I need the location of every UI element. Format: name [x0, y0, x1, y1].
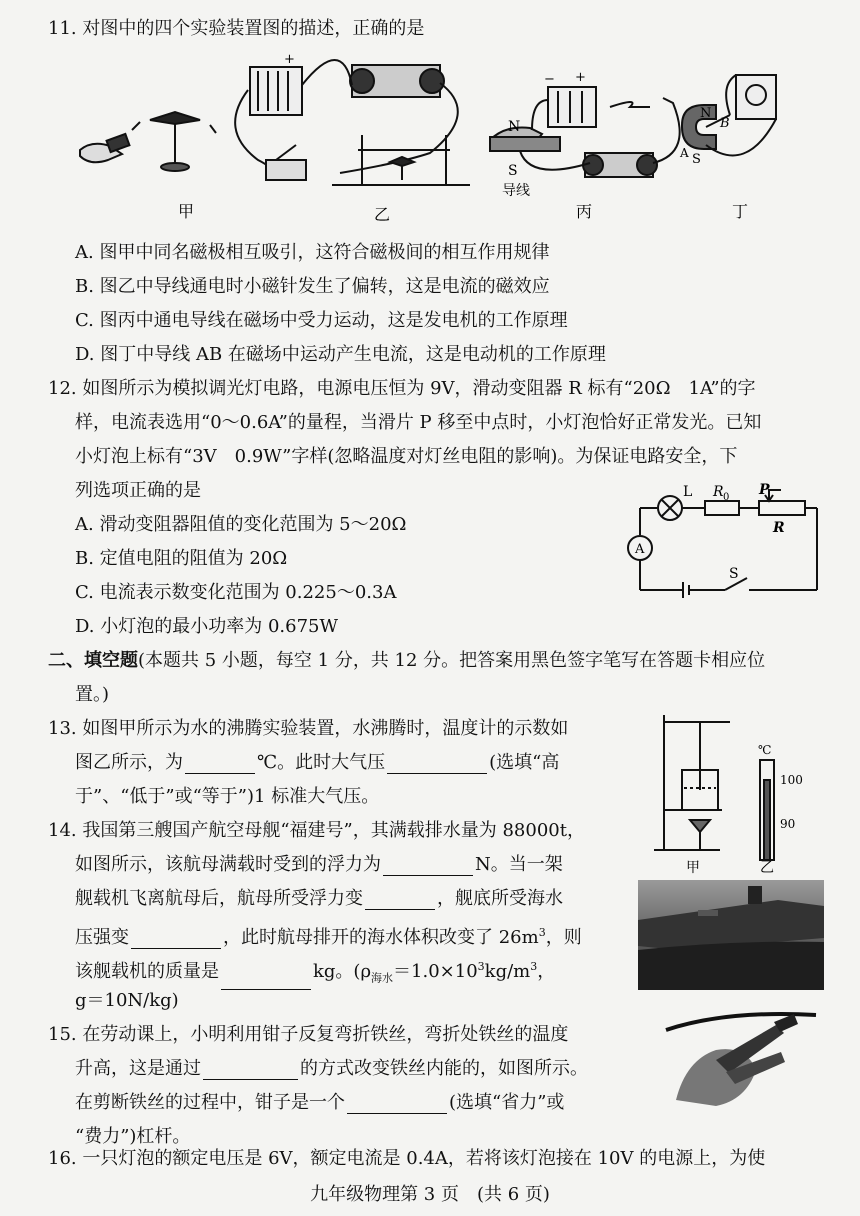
- q11-minus-bing: −: [544, 72, 555, 87]
- figure-yi: [235, 60, 470, 185]
- q13-thermo-100: 100: [780, 773, 803, 787]
- q13-line3: 于”、“低于”或“等于”)1 标准大气压。: [75, 786, 380, 807]
- q14-line3: [75, 888, 563, 910]
- q14-blank-buoyancy[interactable]: [383, 857, 473, 876]
- q15-line1: 15. 在劳动课上，小明利用钳子反复弯折铁丝，弯折处铁丝的温度: [48, 1024, 569, 1045]
- q11-option-c: C. 图丙中通电导线在磁场中受力运动，这是发电机的工作原理: [75, 310, 568, 331]
- q14-line2: [75, 854, 563, 876]
- section2-line2: 置。): [75, 684, 110, 705]
- pliers-photo: [656, 1000, 826, 1110]
- q15-l3b: (选填“省力”或: [449, 1092, 565, 1113]
- q12-option-c: C. 电流表示数变化范围为 0.225～0.3A: [75, 582, 397, 603]
- q12-label-r0-sub: 0: [723, 492, 730, 503]
- q12-option-d: D. 小灯泡的最小功率为 0.675W: [75, 616, 338, 637]
- q12-label-r: R: [773, 520, 785, 536]
- q12-option-b: B. 定值电阻的阻值为 20Ω: [75, 548, 288, 569]
- q11-fig-label-bing: 丙: [576, 202, 593, 221]
- q15-l3a: 在剪断铁丝的过程中，钳子是一个: [75, 1092, 345, 1113]
- q13-blank-pressure[interactable]: [387, 755, 487, 774]
- q11-fig-label-ding: 丁: [732, 202, 749, 221]
- carrier-photo: [638, 880, 824, 990]
- q14-l4sup: 3: [538, 926, 546, 939]
- q15-blank-method[interactable]: [203, 1061, 298, 1080]
- q14-l5sup1: 3: [477, 960, 485, 973]
- q14-blank-change[interactable]: [365, 891, 435, 910]
- q15-l2b: 的方式改变铁丝内能的，如图所示。: [300, 1058, 588, 1079]
- q11-option-b: B. 图乙中导线通电时小磁针发生了偏转，这是电流的磁效应: [75, 276, 550, 297]
- q14-l5c: ＝1.0×10: [393, 961, 478, 982]
- q14-blank-mass[interactable]: [221, 971, 311, 990]
- q12-label-l: L: [683, 484, 693, 500]
- section2-head: 二、填空题: [48, 650, 138, 671]
- q14-l2a: 如图所示，该航母满载时受到的浮力为: [75, 854, 381, 875]
- q13-thermo-unit: ℃: [758, 743, 772, 757]
- q12-label-r0: R: [713, 484, 724, 500]
- q11-fig-label-jia: 甲: [178, 202, 195, 221]
- q14-l4c: ，则: [545, 927, 582, 948]
- q13-line2: [75, 752, 559, 774]
- q12-label-a: A: [635, 542, 645, 557]
- figure-jia: [80, 112, 216, 171]
- q14-line1: 14. 我国第三艘国产航空母舰“福建号”，其满载排水量为 88000t，: [48, 820, 585, 841]
- q14-line4: [75, 922, 582, 949]
- q15-line3: [75, 1092, 564, 1114]
- q11-stem: 11. 对图中的四个实验装置图的描述，正确的是: [48, 18, 425, 39]
- q11-plus-yi: +: [284, 52, 295, 67]
- q12-label-p: P: [759, 482, 770, 498]
- q12-circuit: [625, 480, 825, 605]
- q11-fig-label-yi: 乙: [374, 205, 391, 224]
- q11-a-ding: A: [680, 146, 689, 160]
- q14-line6: g＝10N/kg): [75, 990, 179, 1011]
- q14-l4b: ，此时航母排开的海水体积改变了 26m: [223, 927, 539, 948]
- q11-wire-bing: 导线: [502, 183, 530, 199]
- q13-l2c: (选填“高: [489, 752, 560, 773]
- q14-l2b: N。当一架: [475, 854, 563, 875]
- q14-line5: [75, 956, 555, 990]
- q14-blank-pressure[interactable]: [131, 930, 221, 949]
- q12-stem-line4: 列选项正确的是: [75, 480, 201, 501]
- q15-l2a: 升高，这是通过: [75, 1058, 201, 1079]
- q12-stem-line2: 样，电流表选用“0～0.6A”的量程，当滑片 P 移至中点时，小灯泡恰好正常发光。已知: [75, 412, 762, 433]
- q11-option-a: A. 图甲中同名磁极相互吸引，这符合磁极间的相互作用规律: [75, 242, 550, 263]
- q14-l4a: 压强变: [75, 927, 129, 948]
- q13-l2a: 图乙所示，为: [75, 752, 183, 773]
- section2-heading: [48, 650, 765, 672]
- q11-plus-bing: +: [575, 70, 586, 85]
- q11-n-ding: N: [700, 106, 712, 121]
- q13-thermo-90: 90: [780, 817, 796, 831]
- q12-stem-line1: 12. 如图所示为模拟调光灯电路，电源电压恒为 9V，滑动变阻器 R 标有“20Ω 1A”的字: [48, 378, 756, 399]
- q14-l3a: 舰载机飞离航母后，航母所受浮力变: [75, 888, 363, 909]
- q14-l5sup2: 3: [530, 960, 538, 973]
- q14-l3b: ，舰底所受海水: [437, 888, 563, 909]
- q13-line1: 13. 如图甲所示为水的沸腾实验装置，水沸腾时，温度计的示数如: [48, 718, 569, 739]
- q13-fig-jia: 甲: [686, 860, 700, 875]
- q16-line1: 16. 一只灯泡的额定电压是 6V，额定电流是 0.4A，若将该灯泡接在 10V 的电源上，为使: [48, 1148, 766, 1169]
- q15-blank-lever[interactable]: [347, 1095, 447, 1114]
- section2-rest: (本题共 5 小题，每空 1 分，共 12 分。把答案用黑色签字笔写在答题卡相应位: [138, 650, 766, 671]
- q13-blank-temp[interactable]: [185, 755, 255, 774]
- q15-line4: “费力”)杠杆。: [75, 1126, 191, 1147]
- q14-l5sub: 海水: [371, 971, 394, 985]
- q11-b-ding: B: [720, 116, 730, 131]
- q14-l5d: kg/m: [484, 961, 531, 982]
- q13-l2b: ℃。此时大气压: [257, 752, 386, 773]
- q14-l5b: kg。(ρ: [313, 961, 372, 982]
- q14-l5a: 该舰载机的质量是: [75, 961, 219, 982]
- page-footer: 九年级物理第 3 页 (共 6 页): [310, 1184, 550, 1205]
- q15-line2: [75, 1058, 588, 1080]
- q12-option-a: A. 滑动变阻器阻值的变化范围为 5～20Ω: [75, 514, 407, 535]
- q11-figures: [70, 45, 790, 235]
- q12-stem-line3: 小灯泡上标有“3V 0.9W”字样(忽略温度对灯丝电阻的影响)。为保证电路安全，下: [75, 446, 738, 467]
- q13-fig-yi: 乙: [760, 860, 774, 875]
- q12-label-s: S: [729, 566, 739, 582]
- q11-s-ding: S: [692, 152, 701, 167]
- q11-s-bing: S: [508, 163, 518, 179]
- q11-n-bing: N: [508, 119, 521, 135]
- q14-l5e: ，: [537, 961, 556, 982]
- q11-option-d: D. 图丁中导线 AB 在磁场中运动产生电流，这是电动机的工作原理: [75, 344, 606, 365]
- q13-figure: [650, 710, 825, 875]
